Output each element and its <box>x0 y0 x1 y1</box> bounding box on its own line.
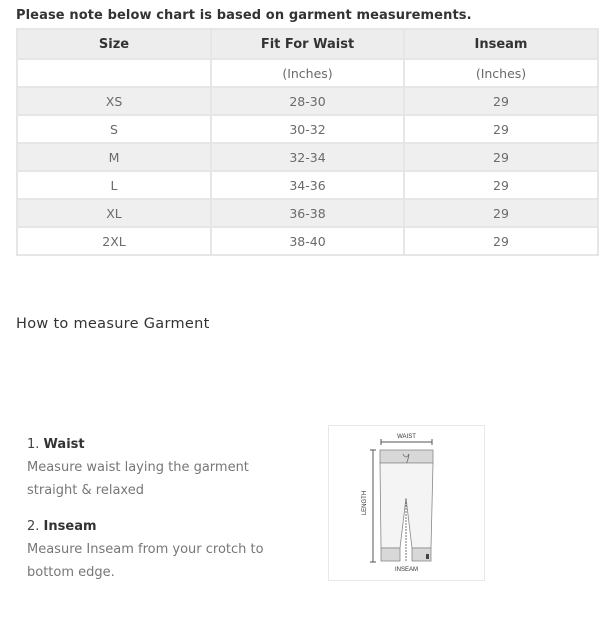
step-heading: Inseam <box>43 519 97 534</box>
chart-note: Please note below chart is based on garment measurements. <box>16 8 472 23</box>
cell-size: XL <box>17 199 211 227</box>
header-fit-for-waist: Fit For Waist <box>211 29 404 59</box>
size-chart-table <box>16 28 599 256</box>
measure-step-waist <box>27 433 297 502</box>
cell-size: M <box>17 143 211 171</box>
header-inseam: Inseam <box>404 29 598 59</box>
waist-label: WAIST <box>397 434 416 440</box>
step-number: 2. <box>27 519 40 534</box>
step-description: Measure Inseam from your crotch to bottom edge. <box>27 542 264 580</box>
cell-waist: 30-32 <box>211 115 404 143</box>
step-description: Measure waist laying the garment straight & relaxed <box>27 460 249 498</box>
unit-inseam: (Inches) <box>404 59 598 87</box>
cell-size: 2XL <box>17 227 211 255</box>
cell-inseam: 29 <box>404 227 598 255</box>
cell-waist: 34-36 <box>211 171 404 199</box>
cell-inseam: 29 <box>404 143 598 171</box>
label-tag-shape <box>426 554 429 559</box>
cell-size: XS <box>17 87 211 115</box>
cell-waist: 38-40 <box>211 227 404 255</box>
table-row <box>17 227 598 255</box>
table-units-row <box>17 59 598 87</box>
pants-measurement-diagram <box>328 425 485 581</box>
table-row <box>17 115 598 143</box>
table-header-row <box>17 29 598 59</box>
cell-waist: 28-30 <box>211 87 404 115</box>
cell-size: L <box>17 171 211 199</box>
length-label: LENGTH <box>362 490 368 516</box>
cell-size: S <box>17 115 211 143</box>
how-to-measure-title: How to measure Garment <box>16 316 210 332</box>
table-row <box>17 199 598 227</box>
cell-waist: 36-38 <box>211 199 404 227</box>
table-row <box>17 171 598 199</box>
unit-size <box>17 59 211 87</box>
cell-inseam: 29 <box>404 87 598 115</box>
cell-inseam: 29 <box>404 199 598 227</box>
table-row <box>17 87 598 115</box>
step-number: 1. <box>27 437 40 452</box>
cell-waist: 32-34 <box>211 143 404 171</box>
pants-diagram-svg <box>329 426 484 580</box>
step-heading: Waist <box>43 437 85 452</box>
unit-waist: (Inches) <box>211 59 404 87</box>
table-row <box>17 143 598 171</box>
pants-legs-shape <box>380 463 433 548</box>
left-cuff-shape <box>381 548 400 561</box>
cell-inseam: 29 <box>404 115 598 143</box>
cell-inseam: 29 <box>404 171 598 199</box>
inseam-label: INSEAM <box>394 567 419 573</box>
measure-step-inseam <box>27 515 297 584</box>
header-size: Size <box>17 29 211 59</box>
